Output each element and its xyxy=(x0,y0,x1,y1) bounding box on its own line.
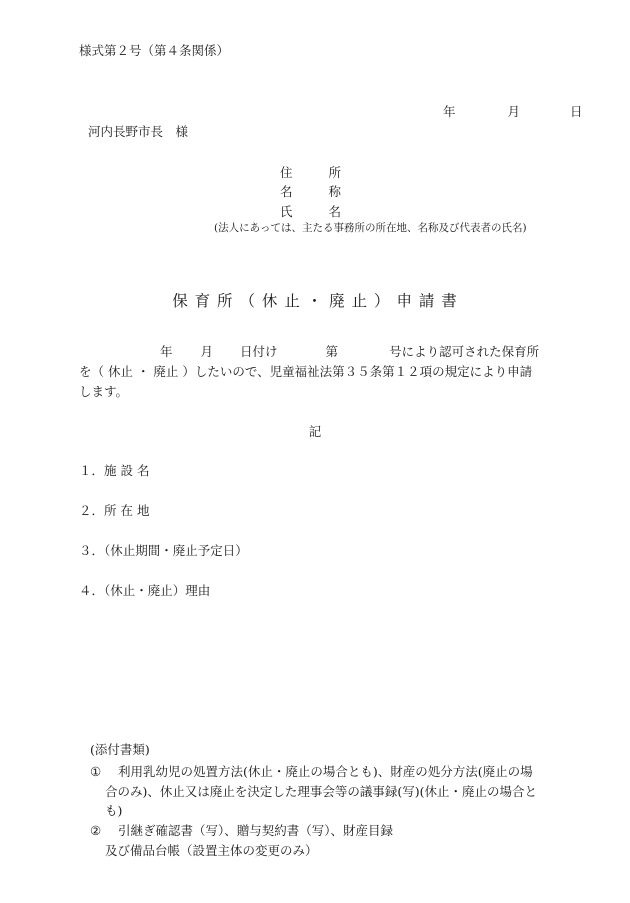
applicant-name-label: 名 称 xyxy=(280,184,342,199)
document-title: 保 育 所 （ 休 止 ・ 廃 止 ） 申 請 書 xyxy=(172,292,458,310)
addressee: 河内長野市長 様 xyxy=(88,124,189,139)
item-reason: ４．（休止・廃止）理由 xyxy=(79,583,211,598)
date-day: 日 xyxy=(570,104,583,119)
attachment-1-line-2: 合のみ)、休止又は廃止を決定した理事会等の議事録(写)(休止・廃止の場合と xyxy=(105,784,538,799)
item-facility-name: １．施 設 名 xyxy=(79,463,150,478)
applicant-address-label: 住 所 xyxy=(280,165,342,180)
attachment-1-number: ① xyxy=(90,764,102,779)
applicant-note: (法人にあっては、主たる事務所の所在地、名称及び代表者の氏名) xyxy=(214,222,527,234)
applicant-person-label: 氏 名 xyxy=(280,204,342,219)
attachments-heading: (添付書類) xyxy=(90,742,150,757)
date-line xyxy=(443,104,583,120)
ki-heading: 記 xyxy=(308,424,322,439)
attachment-2-line-2: 及び備品台帳（設置主体の変更のみ） xyxy=(105,843,318,858)
body-line-2: を（ 休止 ・ 廃止 ）したいので、児童福祉法第３５条第１２項の規定により申請 xyxy=(79,364,533,379)
item-period: ３．（休止期間・廃止予定日） xyxy=(79,543,248,558)
date-month: 月 xyxy=(507,104,521,119)
attachment-1-line-1: ① 利用乳幼児の処置方法(休止・廃止の場合とも)、財産の処分方法(廃止の場 xyxy=(90,762,533,781)
form-number: 様式第２号（第４条関係） xyxy=(79,43,230,58)
item-location: ２．所 在 地 xyxy=(79,503,150,518)
attachment-2-line-1: ② 引継ぎ確認書（写）、贈与契約書（写）、財産目録 xyxy=(90,821,393,840)
body-line-1: 年 月 日付け 第 号により認可された保育所 xyxy=(160,344,540,359)
attachment-1-line-3: も) xyxy=(105,803,123,818)
body-line-3: します。 xyxy=(79,384,129,399)
attachment-2-number: ② xyxy=(90,823,102,838)
date-year: 年 xyxy=(443,104,456,119)
